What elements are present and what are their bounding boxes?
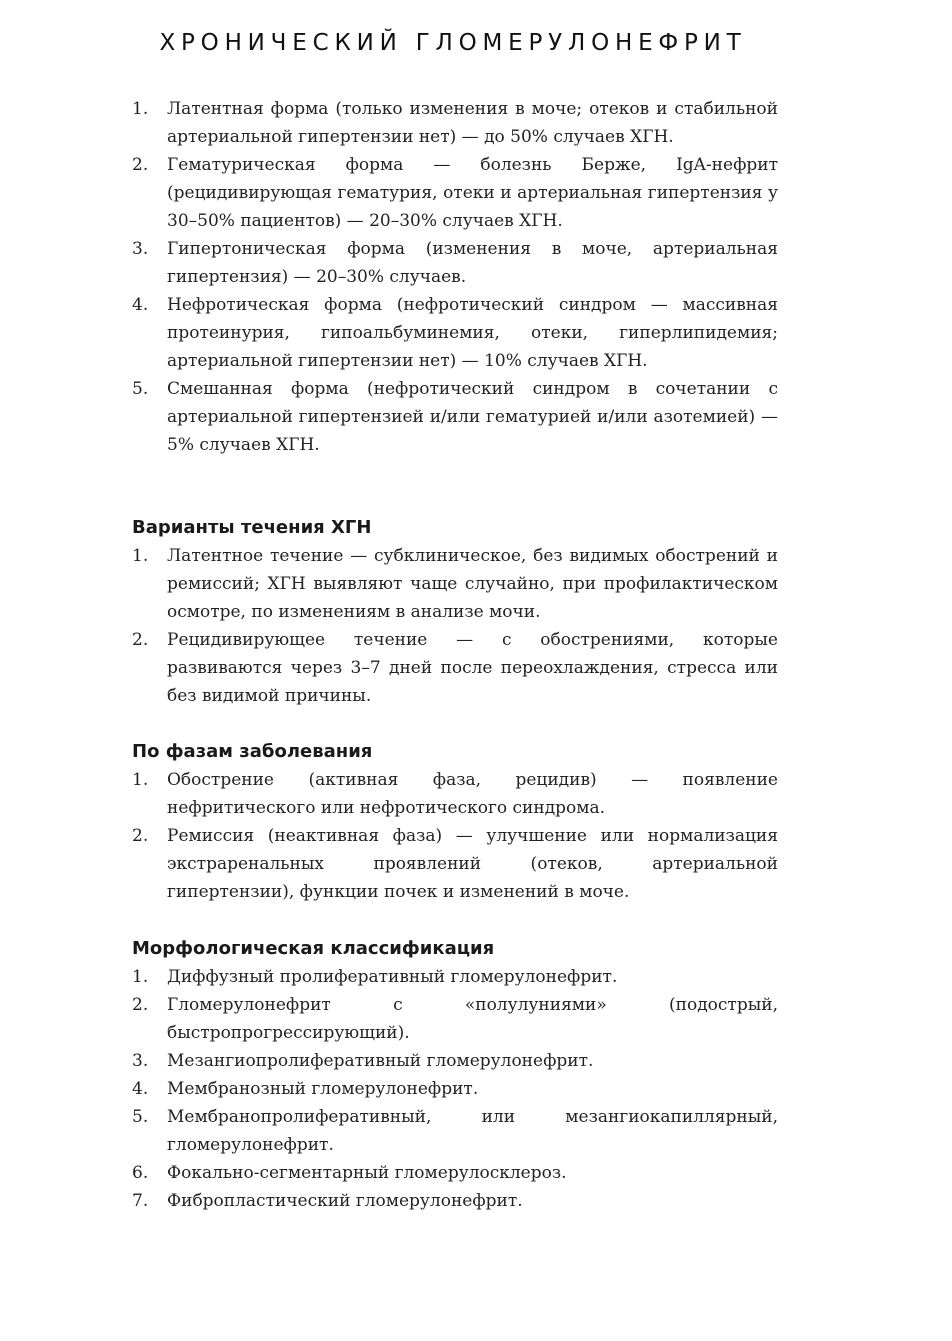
morphological-classification-section: [132, 935, 778, 1215]
list-item-text: Мембранозный гломерулонефрит.: [167, 1079, 479, 1099]
morphological-classification-list: [132, 963, 778, 1215]
section-heading: Морфологическая классификация: [132, 938, 495, 959]
list-item: [132, 235, 778, 291]
list-item-text: Смешанная форма (нефротический синдром в сочетании с артериальной гипертензией и/или гематурией и/или азотемией) — 5% случаев ХГН.: [167, 379, 778, 455]
list-item-number: 2.: [132, 995, 149, 1015]
section-heading: Варианты течения ХГН: [132, 517, 372, 538]
list-item: [132, 626, 778, 710]
list-item-number: 7.: [132, 1191, 149, 1211]
list-item: [132, 1075, 778, 1103]
course-variants-section: [132, 514, 778, 710]
list-item-text: Нефротическая форма (нефротический синдром — массивная протеинурия, гипоальбуминемия, отеки, гиперлипидемия; артериальной гипертензии нет) — 10% случаев ХГН.: [167, 295, 778, 371]
list-item-number: 2.: [132, 155, 149, 175]
list-item-number: 3.: [132, 239, 149, 259]
list-item-text: Гематурическая форма — болезнь Берже, IgA-нефрит (рецидивирующая гематурия, отеки и артериальная гипертензия у 30–50% пациентов) — 20–30% случаев ХГН.: [167, 155, 778, 231]
list-item-number: 6.: [132, 1163, 149, 1183]
list-item-number: 4.: [132, 1079, 149, 1099]
section-heading: По фазам заболевания: [132, 741, 373, 762]
list-item-number: 1.: [132, 99, 149, 119]
list-item: [132, 1047, 778, 1075]
list-item-text: Фибропластический гломерулонефрит.: [167, 1191, 523, 1211]
list-item: [132, 1159, 778, 1187]
list-item: [132, 963, 778, 991]
list-item-number: 2.: [132, 826, 149, 846]
list-item: [132, 991, 778, 1047]
list-item-text: Латентная форма (только изменения в моче; отеков и стабильной артериальной гипертензии нет) — до 50% случаев ХГН.: [167, 99, 778, 147]
list-item-number: 4.: [132, 295, 149, 315]
clinical-forms-list: [132, 95, 778, 459]
list-item-number: 5.: [132, 379, 149, 399]
clinical-forms-section: [132, 95, 778, 459]
list-item-number: 2.: [132, 630, 149, 650]
list-item: [132, 542, 778, 626]
list-item-text: Ремиссия (неактивная фаза) — улучшение или нормализация экстраренальных проявлений (отеков, артериальной гипертензии), функции почек и изменений в моче.: [167, 826, 778, 902]
list-item-text: Обострение (активная фаза, рецидив) — появление нефритического или нефротического синдрома.: [167, 770, 778, 818]
page-title: ХРОНИЧЕСКИЙ ГЛОМЕРУЛОНЕФРИТ: [159, 30, 747, 56]
list-item: [132, 151, 778, 235]
list-item-number: 1.: [132, 967, 149, 987]
list-item-text: Мембранопролиферативный, или мезангиокапиллярный, гломерулонефрит.: [167, 1107, 778, 1155]
list-item: [132, 1187, 778, 1215]
list-item-text: Диффузный пролиферативный гломерулонефрит.: [167, 967, 618, 987]
list-item-number: 1.: [132, 770, 149, 790]
disease-phases-list: [132, 766, 778, 906]
list-item-number: 1.: [132, 546, 149, 566]
list-item-number: 3.: [132, 1051, 149, 1071]
list-item-text: Рецидивирующее течение — с обострениями, которые развиваются через 3–7 дней после переохлаждения, стресса или без видимой причины.: [167, 630, 778, 706]
list-item: [132, 291, 778, 375]
list-item: [132, 766, 778, 822]
disease-phases-section: [132, 738, 778, 906]
list-item-text: Мезангиопролиферативный гломерулонефрит.: [167, 1051, 594, 1071]
list-item: [132, 822, 778, 906]
list-item-text: Гипертоническая форма (изменения в моче, артериальная гипертензия) — 20–30% случаев.: [167, 239, 778, 287]
list-item-text: Латентное течение — субклиническое, без видимых обострений и ремиссий; ХГН выявляют чаще случайно, при профилактическом осмотре, по изменениям в анализе мочи.: [167, 546, 778, 622]
course-variants-list: [132, 542, 778, 710]
list-item-text: Фокально-сегментарный гломерулосклероз.: [167, 1163, 567, 1183]
list-item: [132, 375, 778, 459]
list-item-text: Гломерулонефрит с «полулуниями» (подострый, быстропрогрессирующий).: [167, 995, 778, 1043]
list-item-number: 5.: [132, 1107, 149, 1127]
list-item: [132, 95, 778, 151]
list-item: [132, 1103, 778, 1159]
